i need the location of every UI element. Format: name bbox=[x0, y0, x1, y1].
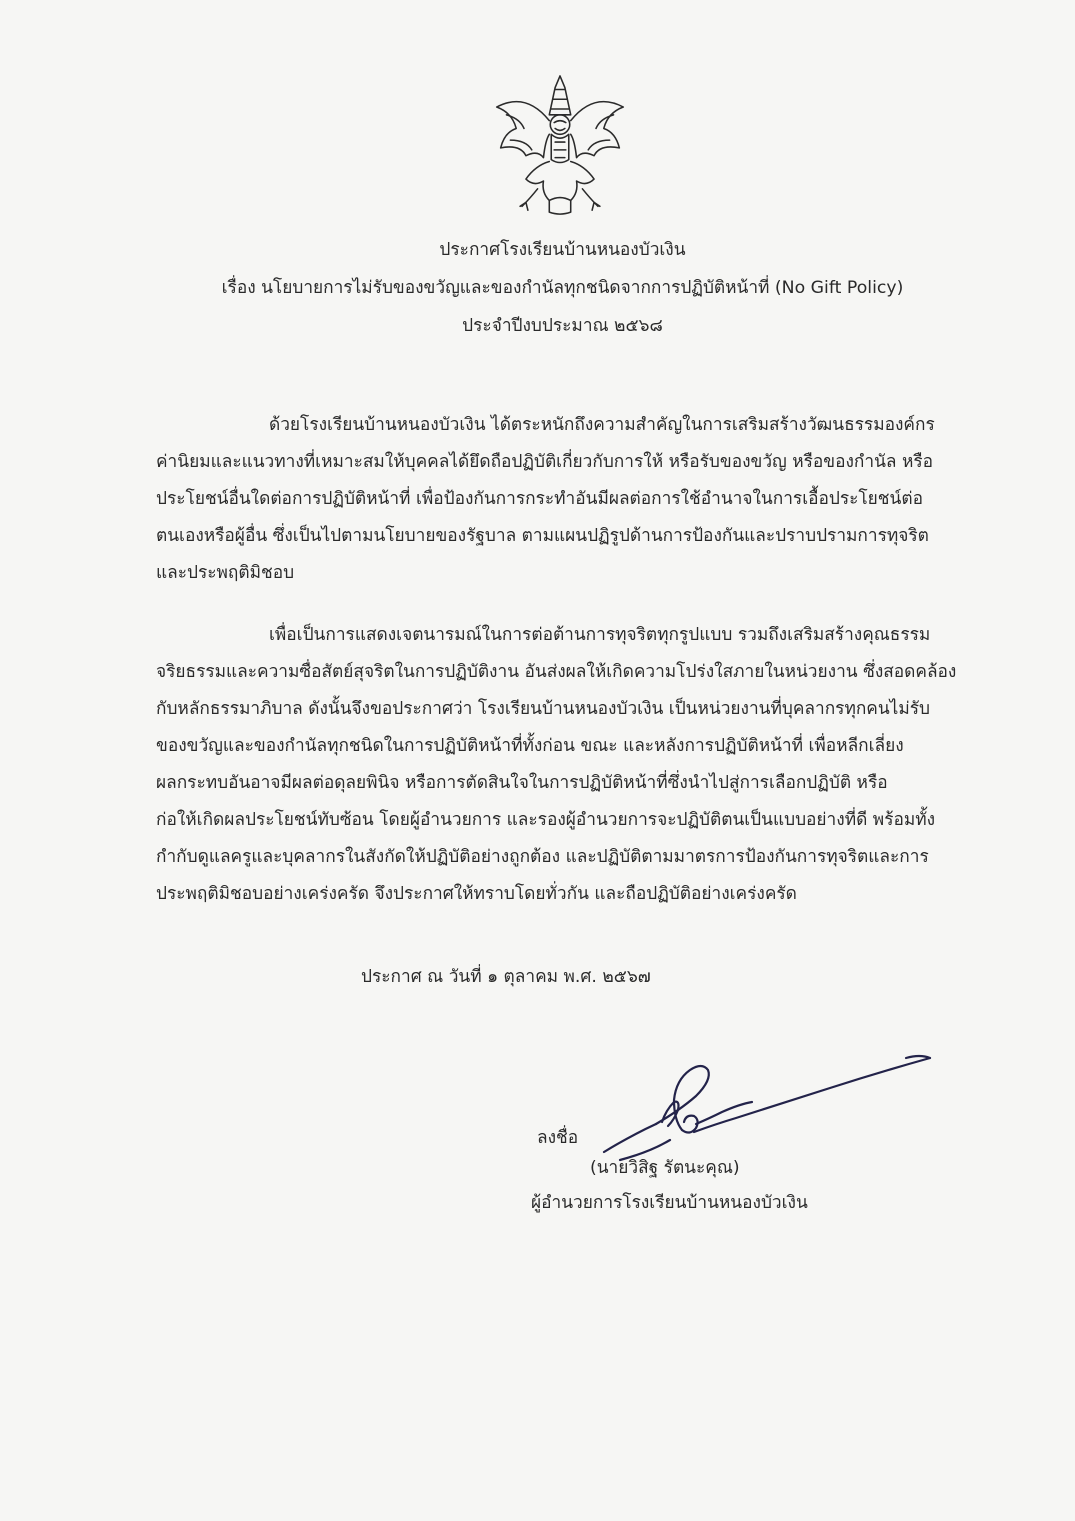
paragraph-line: ประโยชน์อื่นใดต่อการปฏิบัติหน้าที่ เพื่อป้องกันการกระทำอันมีผลต่อการใช้อำนาจในการเอื้อประโยชน์ต่อ bbox=[156, 489, 923, 509]
paragraph-line: เพื่อเป็นการแสดงเจตนารมณ์ในการต่อต้านการทุจริตทุกรูปแบบ รวมถึงเสริมสร้างคุณธรรม bbox=[269, 625, 931, 645]
paragraph-line: ก่อให้เกิดผลประโยชน์ทับซ้อน โดยผู้อำนวยการ และรองผู้อำนวยการจะปฏิบัติตนเป็นแบบอย่างที่ดี พร้อมทั้ง bbox=[156, 810, 936, 830]
paragraph-line: กำกับดูแลครูและบุคลากรในสังกัดให้ปฏิบัติอย่างถูกต้อง และปฏิบัติตามมาตรการป้องกันการทุจริตและการ bbox=[156, 847, 929, 867]
garuda-emblem-icon bbox=[487, 72, 633, 218]
fiscal-year-heading: ประจำปีงบประมาณ ๒๕๖๘ bbox=[462, 316, 663, 336]
paragraph-line: จริยธรรมและความซื่อสัตย์สุจริตในการปฏิบัติงาน อันส่งผลให้เกิดความโปร่งใสภายในหน่วยงาน ซึ่งสอดคล้อง bbox=[156, 662, 957, 682]
paragraph-line: ค่านิยมและแนวทางที่เหมาะสมให้บุคคลได้ยึดถือปฏิบัติเกี่ยวกับการให้ หรือรับของขวัญ หรือของกำนัล หรือ bbox=[156, 452, 934, 472]
paragraph-line: และประพฤติมิชอบ bbox=[156, 563, 295, 583]
paragraph-line: ประพฤติมิชอบอย่างเคร่งครัด จึงประกาศให้ทราบโดยทั่วกัน และถือปฏิบัติอย่างเคร่งครัด bbox=[156, 884, 797, 904]
announcement-heading: ประกาศโรงเรียนบ้านหนองบัวเงิน bbox=[439, 240, 686, 260]
subject-heading: เรื่อง นโยบายการไม่รับของขวัญและของกำนัลทุกชนิดจากการปฏิบัติหน้าที่ (No Gift Policy) bbox=[221, 278, 904, 298]
signer-title: ผู้อำนวยการโรงเรียนบ้านหนองบัวเงิน bbox=[531, 1193, 808, 1213]
sign-label: ลงชื่อ bbox=[537, 1128, 579, 1148]
paragraph-line: ของขวัญและของกำนัลทุกชนิดในการปฏิบัติหน้าที่ทั้งก่อน ขณะ และหลังการปฏิบัติหน้าที่ เพื่อหลีกเลี่ยง bbox=[156, 736, 904, 756]
announcement-date: ประกาศ ณ วันที่ ๑ ตุลาคม พ.ศ. ๒๕๖๗ bbox=[361, 967, 651, 987]
paragraph-line: ผลกระทบอันอาจมีผลต่อดุลยพินิจ หรือการตัดสินใจในการปฏิบัติหน้าที่ซึ่งนำไปสู่การเลือกปฏิบัติ หรือ bbox=[156, 773, 888, 793]
paragraph-line: ตนเองหรือผู้อื่น ซึ่งเป็นไปตามนโยบายของรัฐบาล ตามแผนปฏิรูปด้านการป้องกันและปราบปรามการทุจริต bbox=[156, 526, 929, 546]
paragraph-line: กับหลักธรรมาภิบาล ดังนั้นจึงขอประกาศว่า โรงเรียนบ้านหนองบัวเงิน เป็นหน่วยงานที่บุคลากรทุกคนไม่รับ bbox=[156, 699, 931, 719]
paragraph-line: ด้วยโรงเรียนบ้านหนองบัวเงิน ได้ตระหนักถึงความสำคัญในการเสริมสร้างวัฒนธรรมองค์กร bbox=[269, 415, 935, 435]
body-paragraph bbox=[156, 407, 956, 592]
body-paragraph bbox=[156, 617, 956, 913]
signer-name: (นายวิสิฐ รัตนะคุณ) bbox=[590, 1158, 740, 1178]
